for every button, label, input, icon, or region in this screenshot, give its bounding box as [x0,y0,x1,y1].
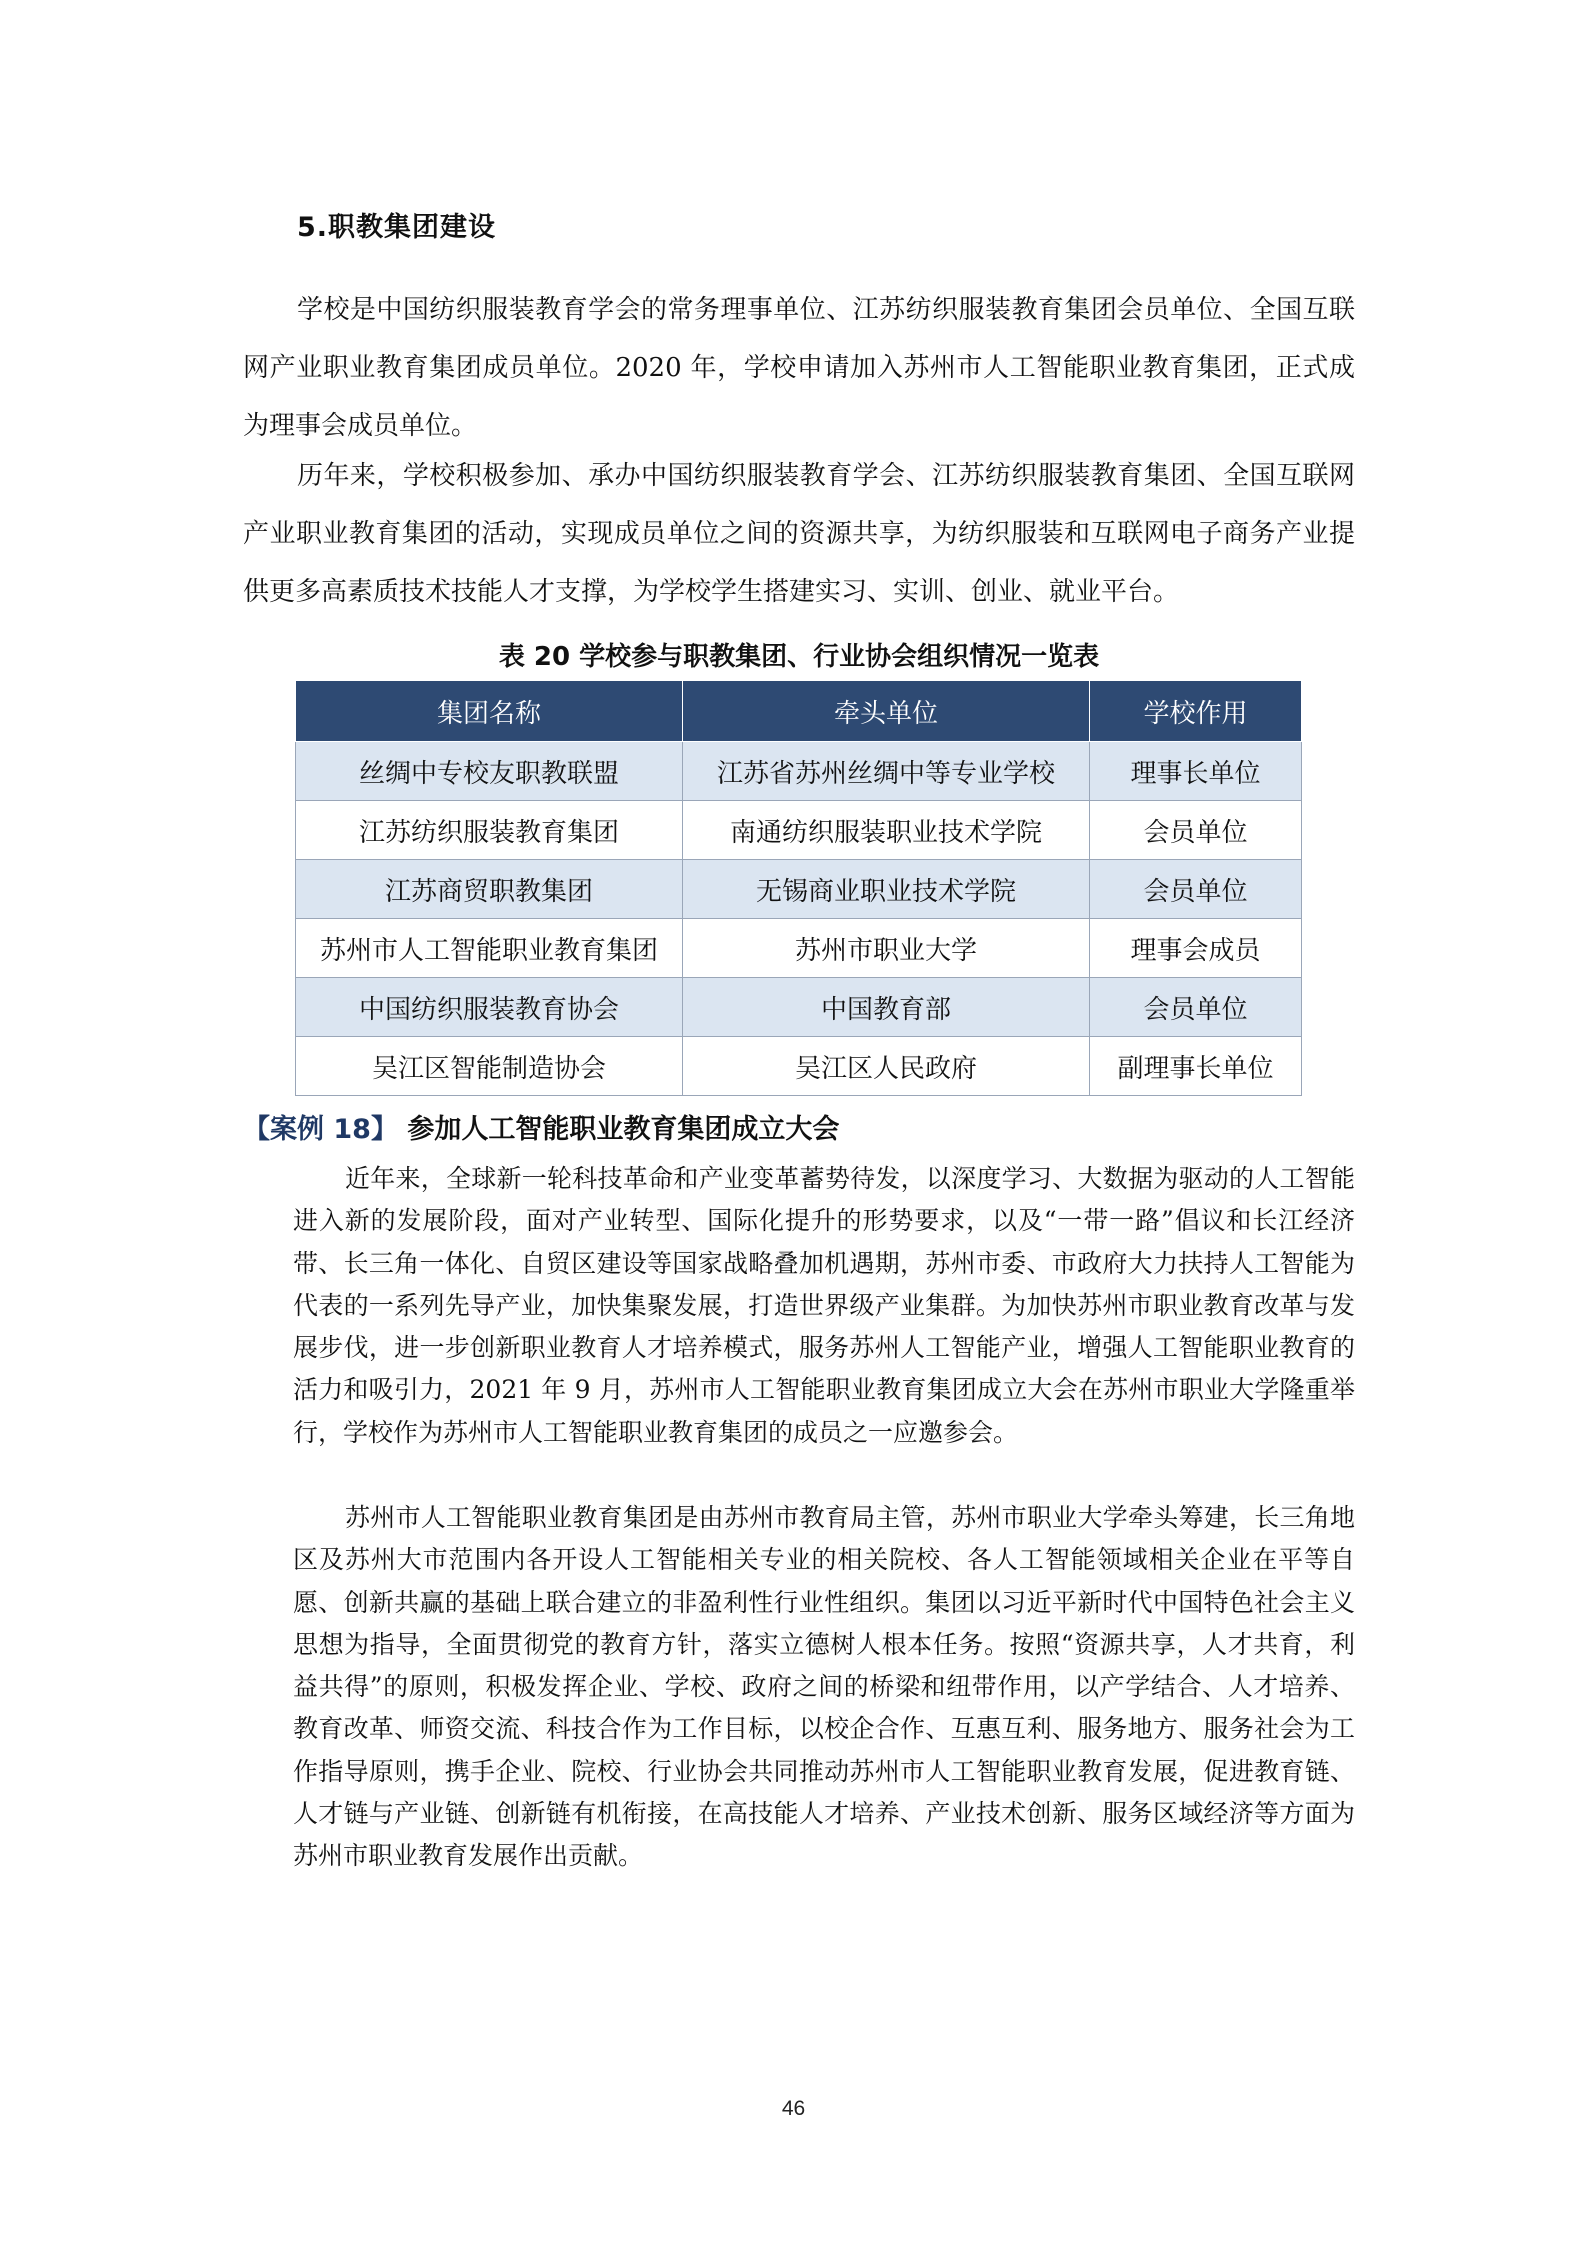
column-header-lead-unit: 牵头单位 [683,681,1090,742]
case-tag: 【案例 18】 [243,1114,398,1145]
table-row [296,860,1302,919]
cell-group-name: 苏州市人工智能职业教育集团 [296,919,683,978]
column-header-school-role: 学校作用 [1089,681,1301,742]
case-title: 参加人工智能职业教育集团成立大会 [407,1114,840,1145]
body-paragraph-2: 历年来，学校积极参加、承办中国纺织服装教育学会、江苏纺织服装教育集团、全国互联网产业职业教育集团的活动，实现成员单位之间的资源共享，为纺织服装和互联网电子商务产业提供更多高素质技术技能人才支撑，为学校学生搭建实习、实训、创业、就业平台。 [243,461,1355,607]
case-heading [243,1107,839,1146]
column-header-group-name: 集团名称 [296,681,683,742]
table-row [296,1037,1302,1096]
cell-school-role: 会员单位 [1089,860,1301,919]
cell-group-name: 江苏纺织服装教育集团 [296,801,683,860]
case-paragraph-1: 近年来，全球新一轮科技革命和产业变革蓄势待发，以深度学习、大数据为驱动的人工智能进入新的发展阶段，面对产业转型、国际化提升的形势要求，以及“一带一路”倡议和长江经济带、长三角一体化、自贸区建设等国家战略叠加机遇期，苏州市委、市政府大力扶持人工智能为代表的一系列先导产业，加快集聚发展，打造世界级产业集群。为加快苏州市职业教育改革与发展步伐，进一步创新职业教育人才培养模式，服务苏州人工智能产业，增强人工智能职业教育的活力和吸引力，2021 年 9 月，苏州市人工智能职业教育集团成立大会在苏州市职业大学隆重举行，学校作为苏州市人工智能职业教育集团的成员之一应邀参会。 [293,1164,1355,1447]
table-header-row [296,681,1302,742]
cell-school-role: 副理事长单位 [1089,1037,1301,1096]
cell-lead-unit: 中国教育部 [683,978,1090,1037]
page-number: 46 [781,2097,806,2120]
cell-group-name: 丝绸中专校友职教联盟 [296,742,683,801]
table-row [296,801,1302,860]
cell-lead-unit: 江苏省苏州丝绸中等专业学校 [683,742,1090,801]
cell-group-name: 江苏商贸职教集团 [296,860,683,919]
vocational-group-table [295,680,1302,1096]
cell-lead-unit: 无锡商业职业技术学院 [683,860,1090,919]
table-caption: 表 20 学校参与职教集团、行业协会组织情况一览表 [498,642,1100,672]
cell-school-role: 会员单位 [1089,801,1301,860]
case-paragraph-2: 苏州市人工智能职业教育集团是由苏州市教育局主管，苏州市职业大学牵头筹建，长三角地区及苏州大市范围内各开设人工智能相关专业的相关院校、各人工智能领域相关企业在平等自愿、创新共赢的基础上联合建立的非盈利性行业性组织。集团以习近平新时代中国特色社会主义思想为指导，全面贯彻党的教育方针，落实立德树人根本任务。按照“资源共享，人才共育，利益共得”的原则，积极发挥企业、学校、政府之间的桥梁和纽带作用，以产学结合、人才培养、教育改革、师资交流、科技合作为工作目标，以校企合作、互惠互利、服务地方、服务社会为工作指导原则，携手企业、院校、行业协会共同推动苏州市人工智能职业教育发展，促进教育链、人才链与产业链、创新链有机衔接，在高技能人才培养、产业技术创新、服务区域经济等方面为苏州市职业教育发展作出贡献。 [293,1503,1355,1871]
cell-group-name: 中国纺织服装教育协会 [296,978,683,1037]
body-paragraph-1: 学校是中国纺织服装教育学会的常务理事单位、江苏纺织服装教育集团会员单位、全国互联网产业职业教育集团成员单位。2020 年，学校申请加入苏州市人工智能职业教育集团，正式成为理事会成员单位。 [243,295,1355,441]
cell-school-role: 理事长单位 [1089,742,1301,801]
cell-school-role: 会员单位 [1089,978,1301,1037]
cell-lead-unit: 吴江区人民政府 [683,1037,1090,1096]
cell-school-role: 理事会成员 [1089,919,1301,978]
section-heading: 5.职教集团建设 [297,212,497,243]
cell-lead-unit: 苏州市职业大学 [683,919,1090,978]
table-row [296,919,1302,978]
table-row [296,742,1302,801]
cell-group-name: 吴江区智能制造协会 [296,1037,683,1096]
table-row [296,978,1302,1037]
cell-lead-unit: 南通纺织服装职业技术学院 [683,801,1090,860]
